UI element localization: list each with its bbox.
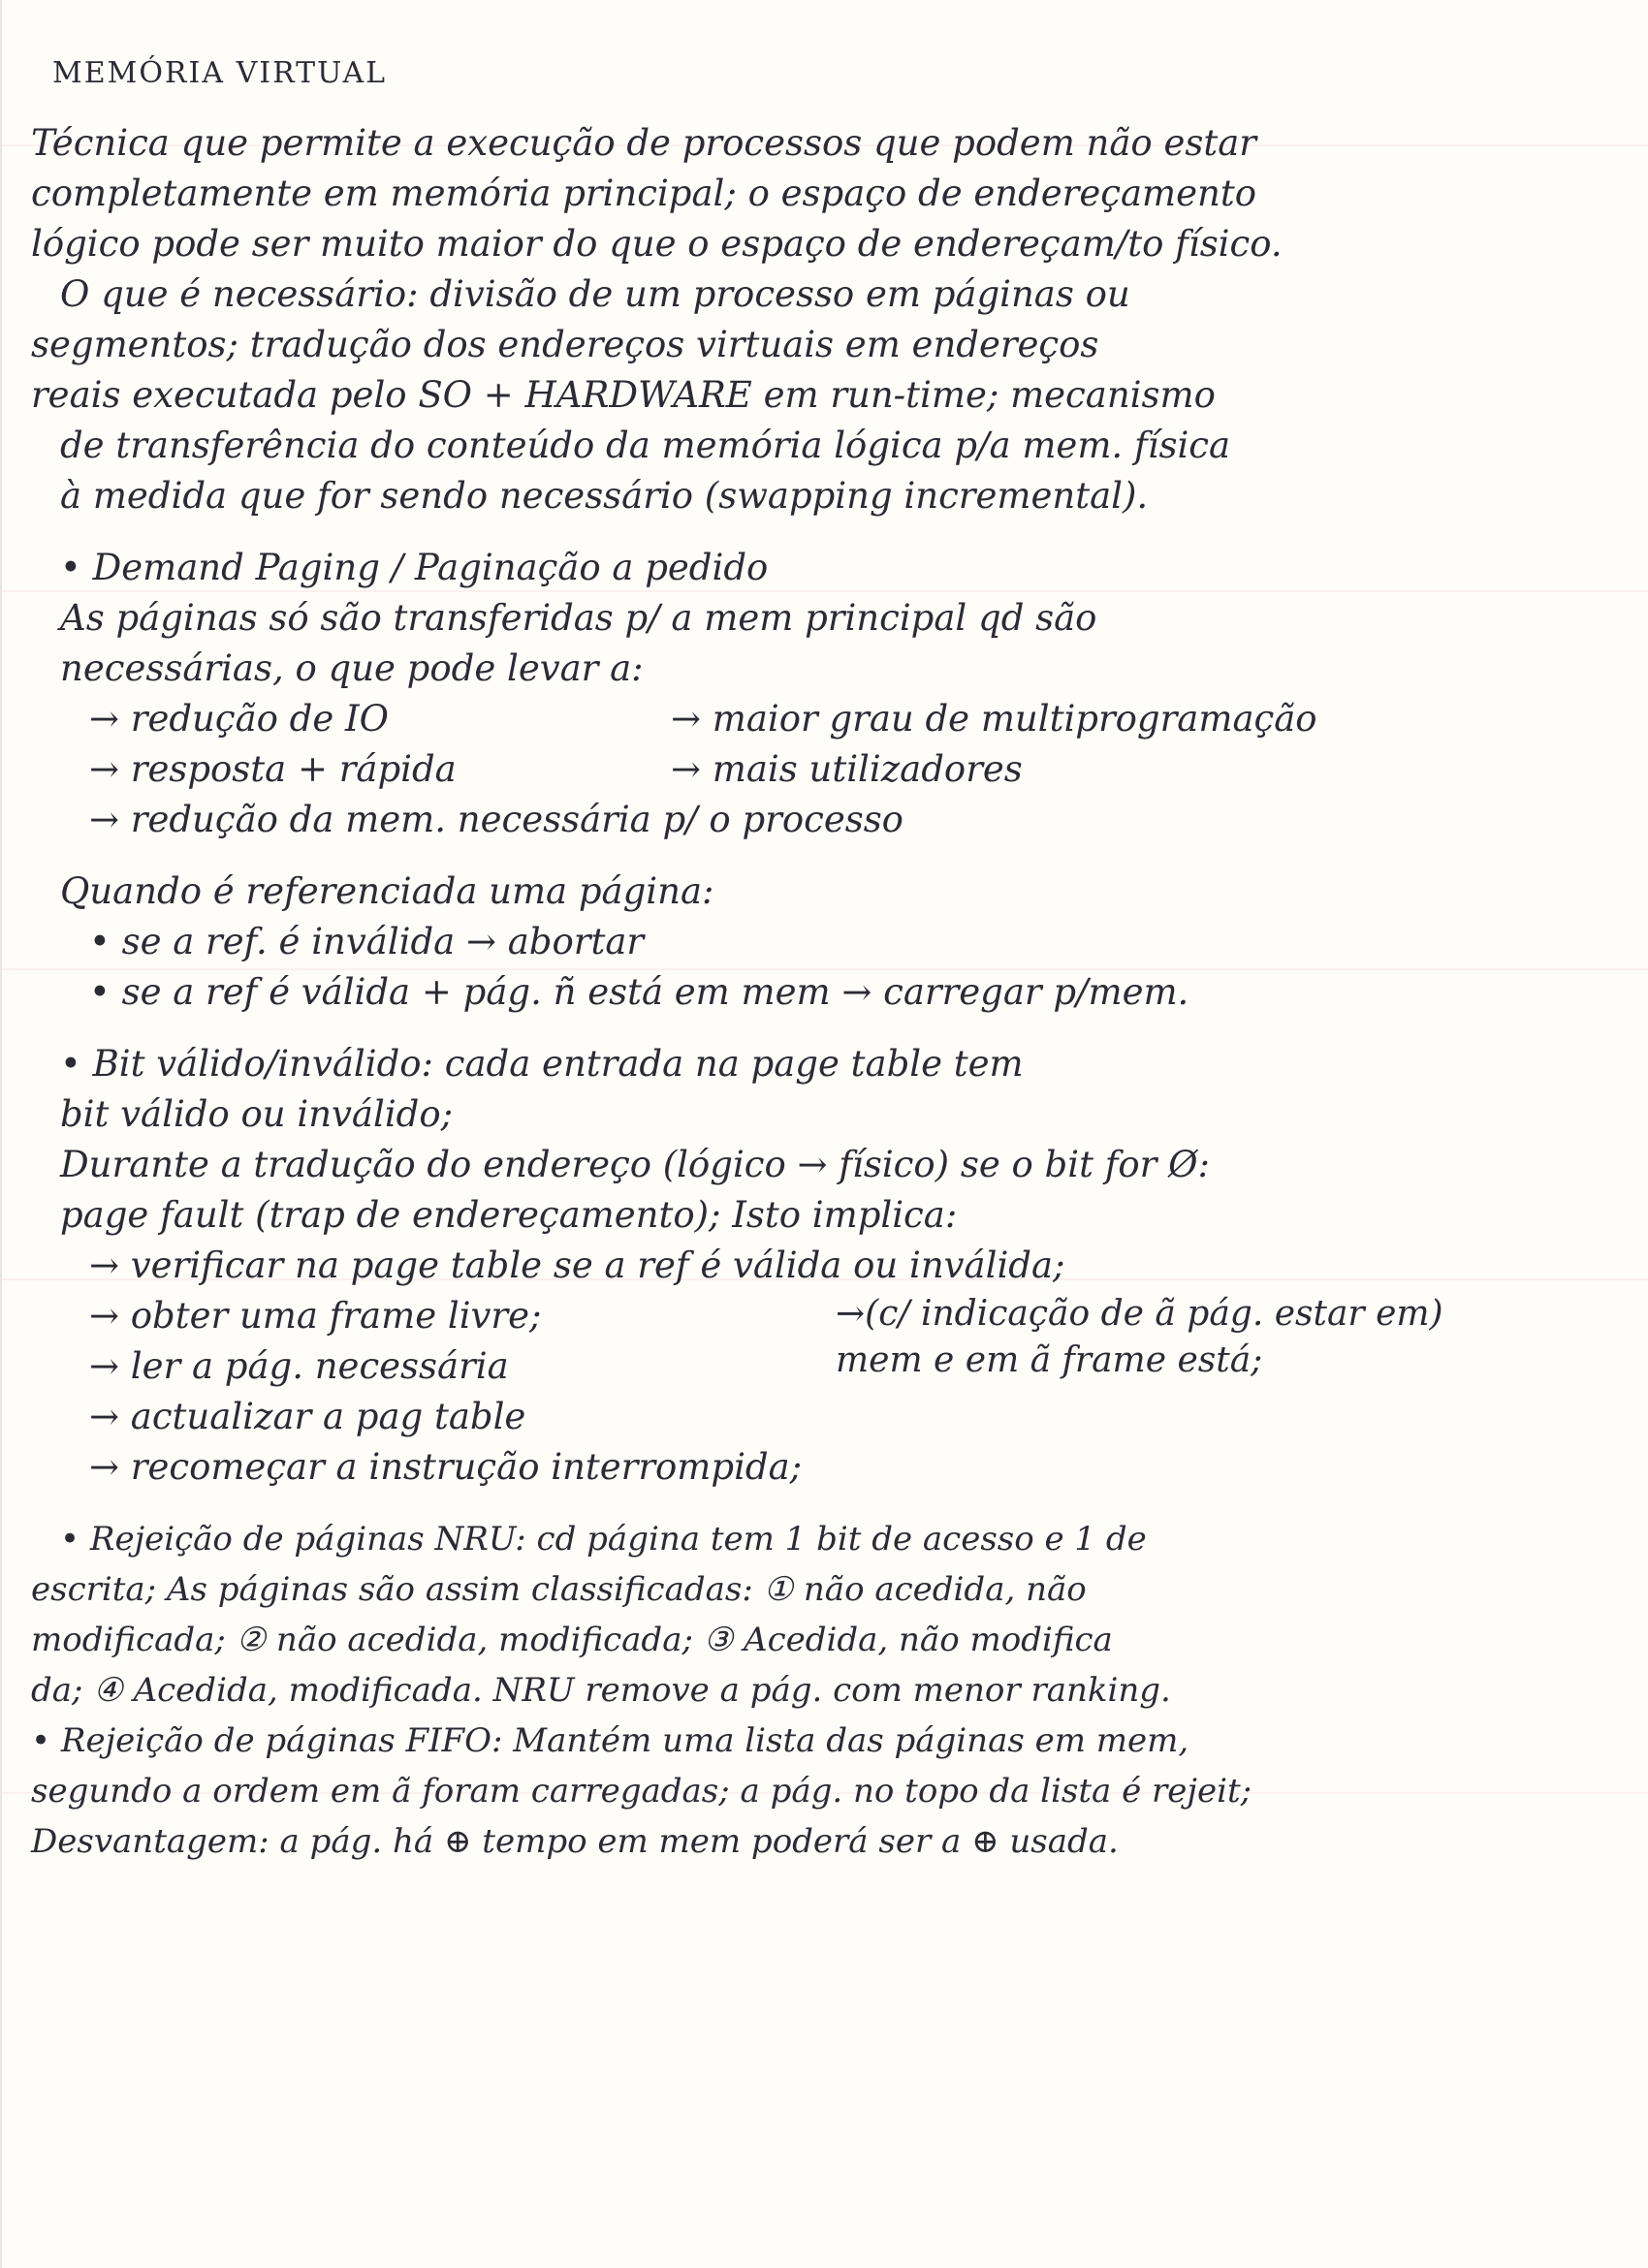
bracket-note-line: mem e em ã frame está; (836, 1340, 1263, 1380)
demand-paging-heading: • Demand Paging / Paginação a pedido (60, 547, 769, 588)
nru-line: da; ④ Acedida, modificada. NRU remove a pág. com menor ranking. (31, 1671, 1171, 1710)
demand-paging-section (31, 543, 1601, 845)
benefit-item: → maior grau de multiprogramação (671, 698, 1317, 740)
page-fault-steps (31, 1241, 1601, 1493)
intro-paragraph (31, 118, 1601, 521)
nru-line: escrita; As páginas são assim classificadas: ① não acedida, não (31, 1570, 1087, 1609)
handwritten-notes (31, 48, 1601, 1867)
intro-line: de transferência do conteúdo da memória lógica p/a mem. física (60, 425, 1231, 466)
demand-paging-line: As páginas só são transferidas p/ a mem principal qd são (60, 597, 1097, 639)
benefits-row (31, 694, 1601, 744)
intro-line: segmentos; tradução dos endereços virtuais em endereços (31, 324, 1099, 365)
intro-line: Técnica que permite a execução de processos que podem não estar (31, 122, 1256, 164)
page-title: MEMÓRIA VIRTUAL (52, 56, 388, 90)
benefit-item: → resposta + rápida (89, 748, 457, 790)
benefits-row (31, 744, 1601, 795)
bracket-note-line: →(c/ indicação de ã pág. estar em) (836, 1294, 1443, 1334)
nru-section (31, 1514, 1601, 1716)
intro-line: reais executada pelo SO + HARDWARE em run-time; mecanismo (31, 374, 1216, 416)
benefit-item: → mais utilizadores (671, 748, 1023, 790)
step-item: → verificar na page table se a ref é válida ou inválida; (89, 1244, 1065, 1286)
benefit-item: → redução da mem. necessária p/ o processo (89, 799, 903, 840)
step-item: → ler a pág. necessária (89, 1345, 509, 1387)
referenced-item: • se a ref. é inválida → abortar (89, 921, 645, 962)
fifo-line: Desvantagem: a pág. há ⊕ tempo em mem poderá ser a ⊕ usada. (31, 1822, 1119, 1861)
benefit-item: → redução de IO (89, 698, 389, 740)
intro-line: à medida que for sendo necessário (swapping incremental). (60, 475, 1149, 517)
step-item: → recomeçar a instrução interrompida; (89, 1446, 803, 1488)
intro-line: lógico pode ser muito maior do que o espaço de endereçam/to físico. (31, 223, 1283, 265)
fifo-line: segundo a ordem em ã foram carregadas; a pág. no topo da lista é rejeit; (31, 1772, 1252, 1811)
nru-line: modificada; ② não acedida, modificada; ③ Acedida, não modifica (31, 1621, 1113, 1659)
demand-paging-line: necessárias, o que pode levar a: (60, 647, 644, 689)
fifo-section (31, 1716, 1601, 1867)
referenced-heading: Quando é referenciada uma página: (60, 870, 714, 912)
intro-line: completamente em memória principal; o espaço de endereçamento (31, 173, 1256, 214)
valid-bit-line: Durante a tradução do endereço (lógico → físico) se o bit for Ø: (60, 1144, 1210, 1185)
valid-bit-line: page fault (trap de endereçamento); Isto implica: (60, 1194, 958, 1236)
step-item: → actualizar a pag table (89, 1396, 526, 1437)
referenced-section (31, 866, 1601, 1018)
step-item: → obter uma frame livre; (89, 1295, 542, 1337)
referenced-item: • se a ref é válida + pág. ñ está em mem → carregar p/mem. (89, 971, 1189, 1013)
valid-bit-line: bit válido ou inválido; (60, 1093, 454, 1135)
valid-bit-section (31, 1039, 1601, 1493)
bracket-note (836, 1291, 1443, 1384)
nru-line: • Rejeição de páginas NRU: cd página tem 1 bit de acesso e 1 de (60, 1520, 1147, 1559)
intro-line: O que é necessário: divisão de um processo em páginas ou (60, 273, 1130, 315)
fifo-line: • Rejeição de páginas FIFO: Mantém uma lista das páginas em mem, (31, 1721, 1189, 1760)
valid-bit-line: • Bit válido/inválido: cada entrada na page table tem (60, 1043, 1024, 1085)
